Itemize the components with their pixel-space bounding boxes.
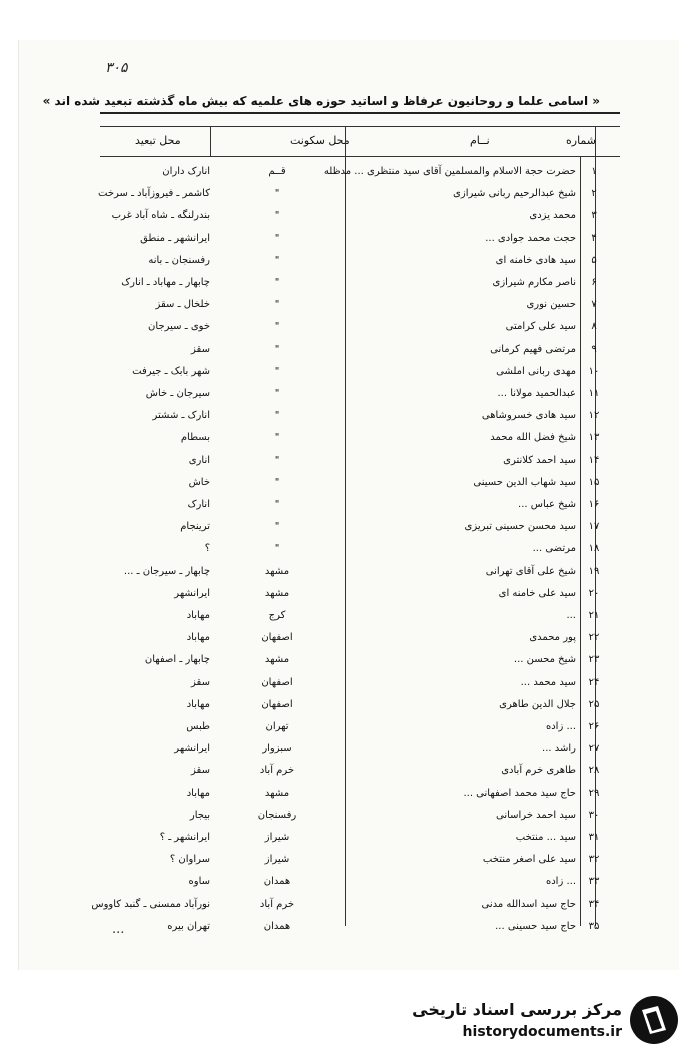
row-name: سید احمد خراسانی — [495, 809, 576, 821]
row-exile: طبس — [186, 721, 210, 732]
row-exile: سقز — [191, 343, 210, 355]
row-residence: مشهد — [264, 587, 290, 599]
row-residence: " — [274, 277, 280, 288]
row-number: ۲ — [591, 188, 597, 200]
row-number: ۸ — [591, 321, 597, 333]
row-residence: شیراز — [264, 854, 290, 866]
row-number: ۲۶ — [588, 721, 600, 732]
row-exile: مهاباد — [186, 787, 210, 799]
signature: ... — [112, 922, 125, 937]
row-residence: " — [274, 476, 280, 488]
row-exile: انارک — [187, 499, 210, 510]
row-number: ۳۰ — [588, 809, 600, 821]
row-name: حجت محمد جوادی ... — [485, 232, 576, 244]
row-residence: " — [274, 388, 280, 399]
row-name: سید هادی خسروشاهی — [481, 410, 576, 422]
row-residence: خرم آباد — [259, 898, 295, 910]
document-title: « اسامی علما و روحانیون عرفاظ و اساتید حوزه های علمیه که بیش ماه گذشته تبعید شده اند » — [42, 94, 600, 108]
row-residence: اصفهان — [261, 632, 293, 644]
row-residence: " — [274, 232, 280, 244]
archive-logo-icon — [628, 994, 680, 1046]
row-name: شیخ عباس ... — [518, 499, 576, 510]
row-exile: کاشمر ـ فیروزآباد ـ سرخت — [98, 188, 210, 200]
row-number: ۲۸ — [588, 765, 600, 777]
page-number: ۳۰۵ — [105, 60, 128, 76]
row-exile: مهاباد — [186, 698, 210, 710]
row-exile: انارک داران — [162, 166, 210, 177]
row-residence: " — [274, 254, 280, 266]
row-residence: " — [274, 343, 280, 355]
row-number: ۳۳ — [588, 876, 600, 888]
row-number: ۲۲ — [588, 632, 600, 644]
row-exile: سیرجان ـ خاش — [145, 388, 210, 399]
header-exile: محل تبعید — [135, 134, 181, 147]
row-exile: بیجار — [189, 809, 210, 821]
row-exile: بسطام — [180, 432, 210, 444]
row-number: ۳۴ — [588, 898, 600, 910]
row-residence: شیراز — [264, 832, 290, 843]
row-exile: خلخال ـ سقز — [155, 299, 210, 311]
row-name: ناصر مکارم شیرازی — [492, 277, 576, 288]
row-residence: " — [274, 210, 280, 222]
row-exile: رفسنجان ـ بانه — [148, 254, 210, 266]
row-exile: ترینجام — [180, 521, 210, 533]
row-residence: " — [274, 410, 280, 422]
row-residence: " — [274, 432, 280, 444]
row-number: ۲۵ — [588, 698, 600, 710]
row-name: حاج سید محمد اصفهانی ... — [463, 787, 576, 799]
row-residence: همدان — [263, 920, 291, 932]
row-number: ۱۵ — [588, 476, 600, 488]
row-exile: تهران بیره — [167, 920, 210, 932]
row-number: ۲۰ — [588, 587, 600, 599]
row-name: حاج سید حسینی ... — [495, 920, 576, 932]
row-exile: مهاباد — [186, 610, 210, 621]
row-residence: " — [274, 521, 280, 533]
row-number: ۳۱ — [588, 832, 600, 843]
row-name: محمد یزدی — [529, 210, 576, 222]
row-exile: اناری — [188, 454, 210, 466]
row-number: ۲۱ — [588, 610, 600, 621]
row-residence: رفسنجان — [257, 809, 297, 821]
row-residence: تهران — [265, 721, 289, 732]
row-exile: ایرانشهر ـ ؟ — [159, 832, 210, 843]
header-residence: محل سکونت — [290, 134, 350, 147]
row-residence: " — [274, 499, 280, 510]
row-residence: " — [274, 299, 280, 311]
row-residence: خرم آباد — [259, 765, 295, 777]
row-number: ۳۵ — [588, 920, 600, 932]
row-exile: خوی ـ سیرجان — [148, 321, 210, 333]
row-name: حضرت حجة الاسلام والمسلمین آقای سید منتظری ... مدظله — [323, 166, 576, 177]
row-name: مهدی ربانی املشی — [496, 365, 576, 377]
row-number: ۷ — [591, 299, 597, 311]
row-exile: خاش — [188, 476, 210, 488]
row-residence: " — [274, 543, 280, 555]
row-number: ۱۰ — [588, 365, 600, 377]
row-number: ۱۴ — [588, 454, 600, 466]
row-residence: مشهد — [264, 565, 290, 577]
header-name: نــام — [470, 134, 490, 147]
row-name: شیخ فضل الله محمد — [490, 432, 576, 444]
row-number: ۲۳ — [588, 654, 600, 666]
row-number: ۹ — [591, 343, 597, 355]
row-number: ۱۹ — [588, 565, 600, 577]
row-number: ۱۳ — [588, 432, 600, 444]
row-number: ۱۸ — [588, 543, 600, 555]
row-residence: اصفهان — [261, 698, 293, 710]
row-name: سید محمد ... — [520, 676, 576, 688]
row-name: سید علی خامنه ای — [498, 587, 576, 599]
row-name: سید محسن حسینی تبریزی — [464, 521, 576, 533]
row-number: ۴ — [591, 232, 597, 244]
row-name: سید علی کرامتی — [505, 321, 576, 333]
row-name: راشد ... — [542, 743, 576, 755]
row-exile: ایرانشهر ـ منطق — [140, 232, 210, 244]
row-residence: " — [274, 365, 280, 377]
row-exile: بندرلنگه ـ شاه آباد غرب — [111, 210, 210, 222]
row-number: ۱ — [591, 166, 597, 177]
row-exile: سقز — [191, 765, 210, 777]
row-name: عبدالحمید مولانا ... — [497, 388, 576, 399]
row-exile: شهر بابک ـ جیرفت — [132, 365, 210, 377]
row-residence: سبزوار — [262, 743, 292, 755]
row-number: ۳ — [591, 210, 597, 222]
row-number: ۱۶ — [588, 499, 600, 510]
row-exile: مهاباد — [186, 632, 210, 644]
row-exile: ساوه — [188, 876, 210, 888]
row-exile: ایرانشهر — [174, 743, 210, 755]
header-row-number: شماره — [566, 134, 597, 147]
row-name: سید ... منتخب — [515, 832, 576, 843]
row-exile: انارک ـ ششتر — [152, 410, 210, 422]
row-number: ۱۱ — [588, 388, 600, 399]
row-name: پور محمدی — [529, 632, 576, 644]
row-residence: مشهد — [264, 787, 290, 799]
row-exile: سقز — [191, 676, 210, 688]
row-number: ۱۲ — [588, 410, 600, 422]
row-name: سید هادی خامنه ای — [495, 254, 576, 266]
row-name: حاج سید اسدالله مدنی — [481, 898, 576, 910]
row-name: ... — [566, 610, 576, 621]
row-number: ۶ — [591, 277, 597, 288]
row-name: طاهری خرم آبادی — [501, 765, 576, 777]
row-exile: ایرانشهر — [174, 587, 210, 599]
row-residence: " — [274, 454, 280, 466]
row-name: مرتضی فهیم کرمانی — [490, 343, 576, 355]
row-residence: " — [274, 188, 280, 200]
row-number: ۲۹ — [588, 787, 600, 799]
row-name: سید شهاب الدین حسینی — [473, 476, 576, 488]
row-name: جلال الدین طاهری — [499, 698, 576, 710]
row-name: ... زاده — [545, 721, 576, 732]
row-name: شیخ علی آقای تهرانی — [485, 565, 576, 577]
watermark-url[interactable]: historydocuments.ir — [462, 1024, 622, 1040]
row-exile: ؟ — [204, 543, 210, 555]
row-name: سید احمد کلانتری — [503, 454, 576, 466]
row-exile: چابهار ـ اصفهان — [144, 654, 210, 666]
row-name: حسین نوری — [526, 299, 576, 311]
row-residence: قــم — [268, 166, 286, 177]
row-name: سید علی اصغر منتخب — [482, 854, 576, 866]
row-name: مرتضی ... — [532, 543, 576, 555]
row-exile: چابهار ـ سیرجان ـ ... — [123, 565, 210, 577]
row-residence: مشهد — [264, 654, 290, 666]
row-number: ۲۴ — [588, 676, 600, 688]
row-exile: سراوان ؟ — [169, 854, 210, 866]
row-name: ... زاده — [545, 876, 576, 888]
row-residence: " — [274, 321, 280, 333]
row-exile: نورآباد ممسنی ـ گنبد کاووس — [91, 898, 210, 910]
row-name: شیخ عبدالرحیم ربانی شیرازی — [453, 188, 576, 200]
row-number: ۲۷ — [588, 743, 600, 755]
row-exile: چابهار ـ مهاباد ـ انارک — [121, 277, 210, 288]
row-name: شیخ محسن ... — [513, 654, 576, 666]
watermark-text: مرکز بررسی اسناد تاریخی — [412, 1000, 622, 1019]
row-residence: کرج — [268, 610, 286, 621]
row-residence: همدان — [263, 876, 291, 888]
row-number: ۱۷ — [588, 521, 600, 533]
row-number: ۳۲ — [588, 854, 600, 866]
row-residence: اصفهان — [261, 676, 293, 688]
row-number: ۵ — [591, 254, 597, 266]
